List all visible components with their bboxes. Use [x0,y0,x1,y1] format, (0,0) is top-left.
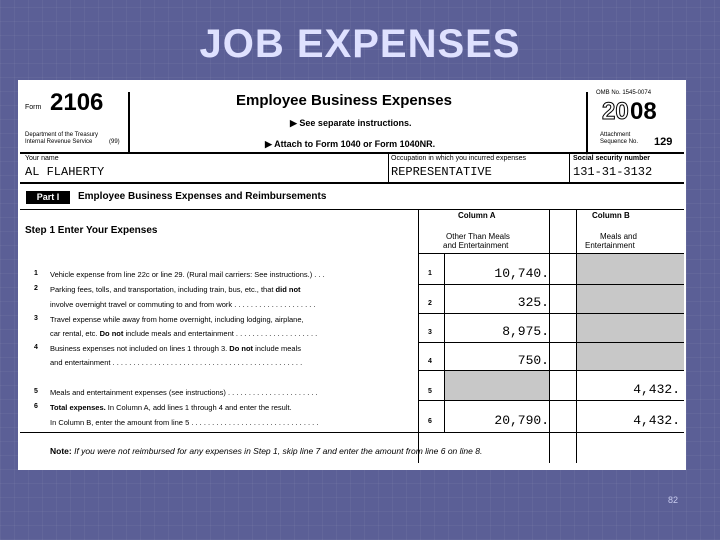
slide-title: JOB EXPENSES [199,22,521,66]
sequence-label: Sequence No. [600,139,639,145]
line-5-column-b[interactable]: 4,432. [633,382,680,397]
department-line-2: Internal Revenue Service [25,139,93,145]
tax-year-outline: 20 [602,98,629,125]
tax-year-bold: 08 [630,98,657,125]
part-label [26,191,70,204]
line-5-number: 5 [34,388,38,395]
department-line-1: Department of the Treasury [25,132,99,138]
line-6-text-1-rest: In Column A, add lines 1 through 4 and enter the result. [105,403,292,412]
attachment-label: Attachment [600,132,631,138]
part-label-text: Part I [36,192,60,202]
line-4-column-a[interactable]: 750. [517,353,549,368]
column-b-subtitle-2: Entertainment [585,241,635,250]
line-6-number: 6 [34,403,38,410]
line-2-text-1-plain: Parking fees, tolls, and transportation, including train, bus, etc., that [50,285,276,294]
line-6-column-a[interactable]: 20,790. [494,413,549,428]
line-3-text-2-bold: Do not [99,329,124,338]
line-3-text-1: Travel expense while away from home overnight, including lodging, airplane, [50,315,304,324]
form-2106 [18,80,686,470]
part-title: Employee Business Expenses and Reimbursements [78,191,327,202]
your-name-value[interactable]: AL FLAHERTY [25,165,105,179]
page-number: 82 [667,495,678,505]
omb-number: OMB No. 1545-0074 [596,90,652,96]
line-1-text: Vehicle expense from line 22c or line 29. (Rural mail carriers: See instructions.) . . . [50,270,325,279]
column-a-title: Column A [458,211,496,220]
line-2-number: 2 [34,285,38,292]
step-title: Step 1 Enter Your Expenses [25,225,158,236]
line-6-box: 6 [428,418,432,425]
column-a-shaded-line-5 [445,371,549,400]
column-b-shaded-lines-1-4 [577,254,684,370]
sequence-number: 129 [654,136,673,148]
column-a-subtitle-2: and Entertainment [443,241,509,250]
note [50,446,482,456]
line-1-number: 1 [34,270,38,277]
occupation-value[interactable]: REPRESENTATIVE [391,165,492,179]
line-5-text: Meals and entertainment expenses (see instructions) . . . . . . . . . . . . . . . . . . . . . . [50,388,318,397]
form-label: Form [25,104,42,111]
line-3-text-2-rest: include meals and entertainment . . . . . . . . . . . . . . . . . . . . [123,329,318,338]
line-3-text-2-plain: car rental, etc. [50,329,100,338]
line-6-column-b[interactable]: 4,432. [633,413,680,428]
department-code: (99) [109,139,120,145]
occupation-label: Occupation in which you incurred expenses [391,155,527,162]
line-6-text-2: In Column B, enter the amount from line 5 . . . . . . . . . . . . . . . . . . . . . . . . . . . . . . . [50,418,319,427]
line-4-text-1-bold: Do not [229,344,254,353]
line-2-text-2: involve overnight travel or commuting to and from work . . . . . . . . . . . . . . . . . . . . [50,300,316,309]
line-4-text-1-plain: Business expenses not included on lines 1 through 3. [50,344,230,353]
column-b-subtitle-1: Meals and [600,232,637,241]
line-4-number: 4 [34,344,38,351]
attach-instructions: ▶ Attach to Form 1040 or Form 1040NR. [265,139,436,149]
line-4-box: 4 [428,358,432,365]
line-2-column-a[interactable]: 325. [517,295,549,310]
line-4-text-1 [50,344,301,353]
line-6-text-1-bold: Total expenses. [50,403,106,412]
line-1-box: 1 [428,270,432,277]
ssn-value[interactable]: 131-31-3132 [573,165,653,179]
line-3-text-2 [50,329,317,338]
note-text: If you were not reimbursed for any expenses in Step 1, skip line 7 and enter the amount from line 6 on line 8. [71,446,483,456]
see-instructions: ▶ See separate instructions. [290,118,412,128]
column-a-subtitle-1: Other Than Meals [446,232,510,241]
line-2-text-1-bold: did not [275,285,301,294]
line-4-text-2: and entertainment . . . . . . . . . . . . . . . . . . . . . . . . . . . . . . . . . . . . . . . . . . . . . . [50,358,303,367]
your-name-label: Your name [25,155,59,162]
form-title: Employee Business Expenses [236,92,452,109]
ssn-label: Social security number [573,155,651,162]
line-3-box: 3 [428,329,432,336]
line-4-text-1-rest: include meals [253,344,301,353]
line-1-column-a[interactable]: 10,740. [494,266,549,281]
line-2-text-1 [50,285,301,294]
note-label: Note: [50,446,72,456]
line-6-text-1 [50,403,292,412]
line-5-box: 5 [428,388,432,395]
form-number: 2106 [50,89,104,116]
line-3-number: 3 [34,315,38,322]
line-3-column-a[interactable]: 8,975. [502,324,549,339]
line-2-box: 2 [428,300,432,307]
column-b-title: Column B [592,211,630,220]
